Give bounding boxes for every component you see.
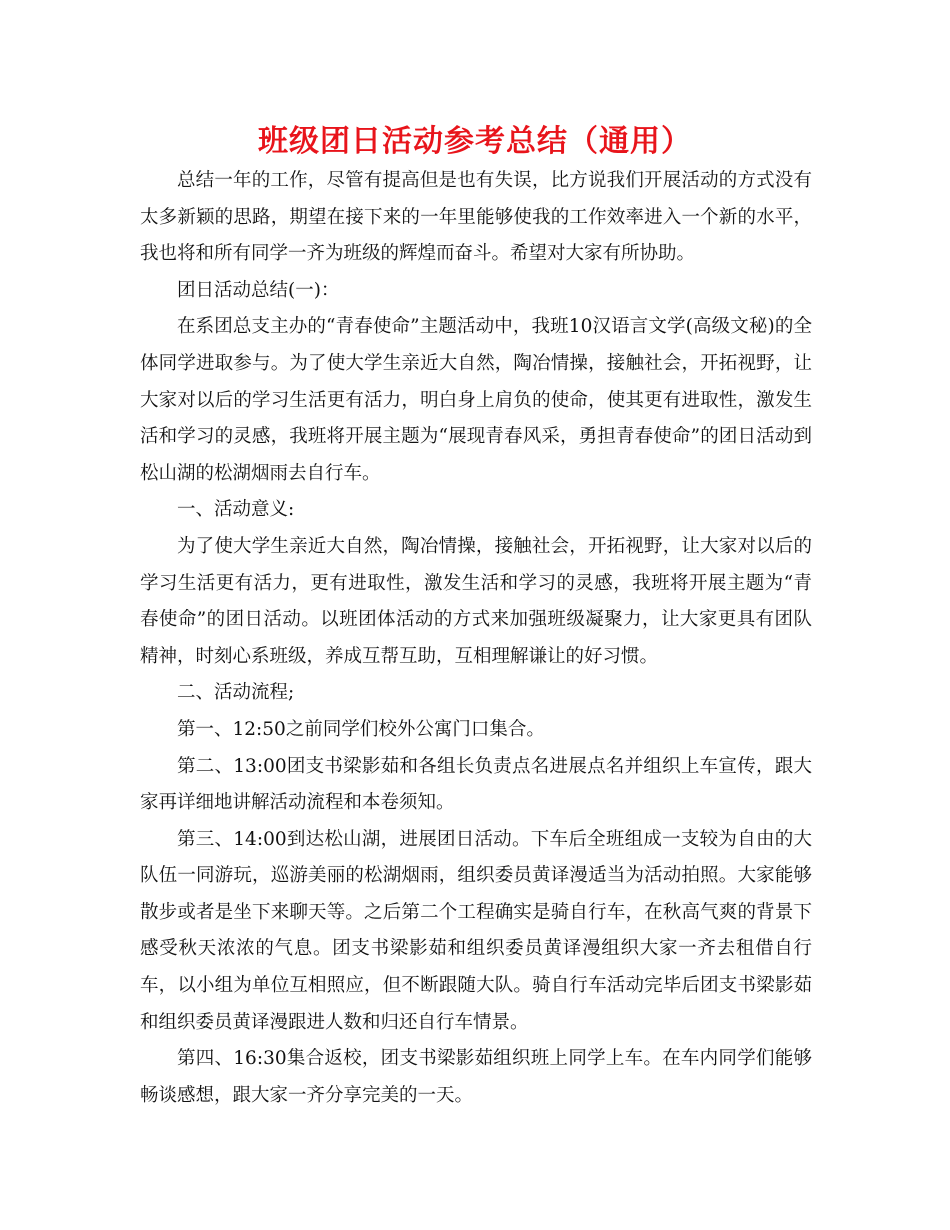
process-step-two: 第二、13:00团支书梁影茹和各组长负责点名进展点名并组织上车宣传，跟大家再详细地讲解活动流程和本卷须知。 bbox=[140, 755, 812, 814]
paragraph-significance: 为了使大学生亲近大自然，陶冶情操，接触社会，开拓视野，让大家对以后的学习生活更有活力，更有进取性，激发生活和学习的灵感，我班将开展主题为“青春使命”的团日活动。以班团体活动的方式来加强班级凝聚力，让大家更具有团队精神，时刻心系班级，养成互帮互助，互相理解谦让的好习惯。 bbox=[140, 535, 812, 667]
section-heading-process: 二、活动流程; bbox=[177, 682, 295, 704]
document-title: 班级团日活动参考总结（通用） bbox=[258, 124, 692, 159]
process-step-one: 第一、12:50之前同学们校外公寓门口集合。 bbox=[177, 718, 545, 740]
paragraph-intro: 总结一年的工作，尽管有提高但是也有失误，比方说我们开展活动的方式没有太多新颖的思路，期望在接下来的一年里能够使我的工作效率进入一个新的水平，我也将和所有同学一齐为班级的辉煌而奋斗。希望对大家有所协助。 bbox=[140, 170, 812, 265]
process-step-four: 第四、16:30集合返校，团支书梁影茹组织班上同学上车。在车内同学们能够畅谈感想，跟大家一齐分享完美的一天。 bbox=[140, 1048, 812, 1106]
process-step-three: 第三、14:00到达松山湖，进展团日活动。下车后全班组成一支较为自由的大队伍一同游玩，巡游美丽的松湖烟雨，组织委员黄译漫适当为活动拍照。大家能够散步或者是坐下来聊天等。之后第二个工程确实是骑自行车，在秋高气爽的背景下感受秋天浓浓的气息。团支书梁影茹和组织委员黄译漫组织大家一齐去租借自行车，以小组为单位互相照应，但不断跟随大队。骑自行车活动完毕后团支书梁影茹和组织委员黄译漫跟进人数和归还自行车情景。 bbox=[140, 828, 812, 1033]
section-heading-significance: 一、活动意义: bbox=[177, 499, 295, 521]
document-body bbox=[140, 163, 812, 1114]
section-heading-summary-one: 团日活动总结(一)： bbox=[177, 279, 340, 301]
paragraph-background: 在系团总支主办的“青春使命”主题活动中，我班10汉语言文学(高级文秘)的全体同学进取参与。为了使大学生亲近大自然，陶冶情操，接触社会，开拓视野，让大家对以后的学习生活更有活力，明白身上肩负的使命，使其更有进取性，激发生活和学习的灵感，我班将开展主题为“展现青春风采，勇担青春使命”的团日活动到松山湖的松湖烟雨去自行车。 bbox=[140, 316, 812, 484]
